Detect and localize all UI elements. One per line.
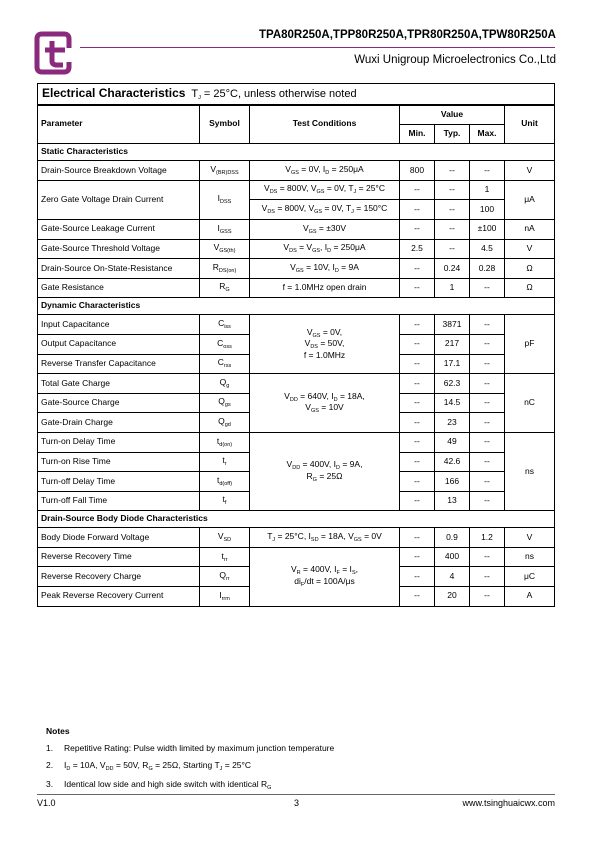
typ-crss: 17.1 <box>435 354 470 374</box>
max-ciss: -- <box>470 315 505 335</box>
unit-irrm: A <box>505 587 555 607</box>
table-row <box>38 528 555 548</box>
cond-charge: $V_{DD} = 640V$, $I_D = 18A$, $V_{GS} = 10V$ <box>250 374 400 433</box>
max-tdon: -- <box>470 432 505 452</box>
company-name: Wuxi Unigroup Microelectronics Co.,Ltd <box>354 54 556 66</box>
min-ciss: -- <box>400 315 435 335</box>
typ-tdoff: 166 <box>435 472 470 492</box>
cond-recovery: $V_R = 400V$, $I_F = I_S$, $di_F/dt = 100A/\mu s$ <box>250 547 400 606</box>
max-irrm: -- <box>470 587 505 607</box>
symbol-igss: $I_{GSS}$ <box>200 219 250 239</box>
cond-idss-1: $V_{DS} = 800V$, $V_{GS} = 0V$, $T_J = 25^\circ C$ <box>250 180 400 200</box>
unit-idss: μA <box>505 180 555 219</box>
symbol-vgsth: $V_{GS(th)}$ <box>200 239 250 259</box>
notes-section <box>46 726 334 798</box>
symbol-tdon: $t_{d(on)}$ <box>200 432 250 452</box>
footer-version: V1.0 <box>37 798 56 808</box>
min-vsd: -- <box>400 528 435 548</box>
min-vgsth: 2.5 <box>400 239 435 259</box>
param-tr: Turn-on Rise Time <box>38 452 200 472</box>
table-row <box>38 219 555 239</box>
typ-idss-2: -- <box>435 200 470 220</box>
note-3-number: 3. <box>46 779 54 789</box>
typ-qg: 62.3 <box>435 374 470 394</box>
typ-qgd: 23 <box>435 413 470 433</box>
min-bvdss: 800 <box>400 161 435 181</box>
max-rdson: 0.28 <box>470 259 505 279</box>
min-qg: -- <box>400 374 435 394</box>
typ-tr: 42.6 <box>435 452 470 472</box>
min-idss-2: -- <box>400 200 435 220</box>
max-qrr: -- <box>470 567 505 587</box>
typ-irrm: 20 <box>435 587 470 607</box>
table-row <box>38 547 555 567</box>
cond-rg: f = 1.0MHz open drain <box>250 278 400 298</box>
typ-igss: -- <box>435 219 470 239</box>
table-row <box>38 315 555 335</box>
table-row <box>38 374 555 394</box>
max-qgs: -- <box>470 393 505 413</box>
param-rg: Gate Resistance <box>38 278 200 298</box>
unit-trr: ns <box>505 547 555 567</box>
param-idss: Zero Gate Voltage Drain Current <box>38 180 200 219</box>
max-crss: -- <box>470 354 505 374</box>
symbol-tf: $t_f$ <box>200 491 250 511</box>
note-2 <box>46 760 334 772</box>
max-tdoff: -- <box>470 472 505 492</box>
param-qg: Total Gate Charge <box>38 374 200 394</box>
symbol-qgs: $Q_{gs}$ <box>200 393 250 413</box>
table-header-row <box>38 105 555 125</box>
header-unit: Unit <box>505 105 555 144</box>
symbol-rdson: $R_{DS(on)}$ <box>200 259 250 279</box>
note-1-text: Repetitive Rating: Pulse width limited by maximum junction temperature <box>64 743 335 753</box>
typ-tdon: 49 <box>435 432 470 452</box>
table-row <box>38 278 555 298</box>
param-qgs: Gate-Source Charge <box>38 393 200 413</box>
param-qrr: Reverse Recovery Charge <box>38 567 200 587</box>
cond-idss-2: $V_{DS} = 800V$, $V_{GS} = 0V$, $T_J = 150^\circ C$ <box>250 200 400 220</box>
unit-rdson: Ω <box>505 259 555 279</box>
typ-idss-1: -- <box>435 180 470 200</box>
max-vgsth: 4.5 <box>470 239 505 259</box>
header-min: Min. <box>400 124 435 144</box>
param-irrm: Peak Reverse Recovery Current <box>38 587 200 607</box>
section-row <box>38 144 555 161</box>
param-ciss: Input Capacitance <box>38 315 200 335</box>
param-vsd: Body Diode Forward Voltage <box>38 528 200 548</box>
min-qgd: -- <box>400 413 435 433</box>
cond-bvdss: $V_{GS} = 0V$, $I_D = 250\mu A$ <box>250 161 400 181</box>
max-idss-1: 1 <box>470 180 505 200</box>
table-row <box>38 259 555 279</box>
note-2-number: 2. <box>46 760 54 770</box>
symbol-vsd: $V_{SD}$ <box>200 528 250 548</box>
param-igss: Gate-Source Leakage Current <box>38 219 200 239</box>
cond-rdson: $V_{GS} = 10V$, $I_D = 9A$ <box>250 259 400 279</box>
min-irrm: -- <box>400 587 435 607</box>
min-tdon: -- <box>400 432 435 452</box>
min-qrr: -- <box>400 567 435 587</box>
unit-capacitance: pF <box>505 315 555 374</box>
table-row <box>38 432 555 452</box>
footer-page-number: 3 <box>294 798 300 808</box>
typ-bvdss: -- <box>435 161 470 181</box>
typ-vsd: 0.9 <box>435 528 470 548</box>
unit-vgsth: V <box>505 239 555 259</box>
min-tf: -- <box>400 491 435 511</box>
table-condition: $T_J = 25^\circ C$, unless otherwise noted <box>191 87 357 101</box>
symbol-tr: $t_r$ <box>200 452 250 472</box>
electrical-characteristics-table <box>37 83 555 607</box>
table-row <box>38 239 555 259</box>
symbol-qrr: $Q_{rr}$ <box>200 567 250 587</box>
note-3-text: Identical low side and high side switch with identical $R_G$ <box>64 779 272 791</box>
unit-switching: ns <box>505 432 555 510</box>
param-tdon: Turn-on Delay Time <box>38 432 200 452</box>
symbol-bvdss: $V_{(BR)DSS}$ <box>200 161 250 181</box>
symbol-qg: $Q_g$ <box>200 374 250 394</box>
max-coss: -- <box>470 334 505 354</box>
footer-divider <box>37 794 555 795</box>
table-row <box>38 161 555 181</box>
min-crss: -- <box>400 354 435 374</box>
param-vgsth: Gate-Source Threshold Voltage <box>38 239 200 259</box>
company-logo <box>33 30 73 76</box>
unit-vsd: V <box>505 528 555 548</box>
typ-trr: 400 <box>435 547 470 567</box>
header-typ: Typ. <box>435 124 470 144</box>
max-rg: -- <box>470 278 505 298</box>
unit-qrr: μC <box>505 567 555 587</box>
symbol-qgd: $Q_{gd}$ <box>200 413 250 433</box>
note-1-number: 1. <box>46 743 54 753</box>
max-bvdss: -- <box>470 161 505 181</box>
typ-rg: 1 <box>435 278 470 298</box>
max-tf: -- <box>470 491 505 511</box>
min-rdson: -- <box>400 259 435 279</box>
max-idss-2: 100 <box>470 200 505 220</box>
notes-title: Notes <box>46 726 70 736</box>
cond-capacitance: $V_{GS} = 0V$, $V_{DS} = 50V$, f = 1.0MHz <box>250 315 400 374</box>
max-tr: -- <box>470 452 505 472</box>
table-title: Electrical Characteristics <box>42 85 186 100</box>
section-dynamic: Dynamic Characteristics <box>38 298 555 315</box>
max-vsd: 1.2 <box>470 528 505 548</box>
cond-switching: $V_{DD} = 400V$, $I_D = 9A$, $R_G = 25\Omega$ <box>250 432 400 510</box>
max-igss: ±100 <box>470 219 505 239</box>
param-coss: Output Capacitance <box>38 334 200 354</box>
header-test-conditions: Test Conditions <box>250 105 400 144</box>
section-row <box>38 511 555 528</box>
cond-vsd: $T_J = 25^\circ C$, $I_{SD} = 18A$, $V_{GS} = 0V$ <box>250 528 400 548</box>
min-idss-1: -- <box>400 180 435 200</box>
max-trr: -- <box>470 547 505 567</box>
typ-tf: 13 <box>435 491 470 511</box>
typ-vgsth: -- <box>435 239 470 259</box>
min-qgs: -- <box>400 393 435 413</box>
part-number-title: TPA80R250A,TPP80R250A,TPR80R250A,TPW80R250A <box>258 29 556 41</box>
note-1 <box>46 743 334 753</box>
symbol-trr: $t_{rr}$ <box>200 547 250 567</box>
unit-rg: Ω <box>505 278 555 298</box>
param-tdoff: Turn-off Delay Time <box>38 472 200 492</box>
min-trr: -- <box>400 547 435 567</box>
header-parameter: Parameter <box>38 105 200 144</box>
unit-bvdss: V <box>505 161 555 181</box>
symbol-irrm: $I_{rrm}$ <box>200 587 250 607</box>
note-2-text: $I_D = 10A$, $V_{DD} = 50V$, $R_G = 25\Omega$, Starting $T_J = 25^\circ C$ <box>64 760 252 772</box>
param-rdson: Drain-Source On-State-Resistance <box>38 259 200 279</box>
param-crss: Reverse Transfer Capacitance <box>38 354 200 374</box>
section-static: Static Characteristics <box>38 144 555 161</box>
typ-coss: 217 <box>435 334 470 354</box>
table-title-row <box>38 84 555 105</box>
cond-igss: $V_{GS} = \pm 30V$ <box>250 219 400 239</box>
min-tdoff: -- <box>400 472 435 492</box>
cond-vgsth: $V_{DS} = V_{GS}$, $I_D = 250\mu A$ <box>250 239 400 259</box>
max-qgd: -- <box>470 413 505 433</box>
min-coss: -- <box>400 334 435 354</box>
param-tf: Turn-off Fall Time <box>38 491 200 511</box>
min-igss: -- <box>400 219 435 239</box>
section-diode: Drain-Source Body Diode Characteristics <box>38 511 555 528</box>
symbol-crss: $C_{rss}$ <box>200 354 250 374</box>
max-qg: -- <box>470 374 505 394</box>
header-divider <box>80 47 555 48</box>
min-rg: -- <box>400 278 435 298</box>
header-max: Max. <box>470 124 505 144</box>
param-bvdss: Drain-Source Breakdown Voltage <box>38 161 200 181</box>
typ-qrr: 4 <box>435 567 470 587</box>
param-trr: Reverse Recovery Time <box>38 547 200 567</box>
header-value: Value <box>400 105 505 125</box>
typ-rdson: 0.24 <box>435 259 470 279</box>
footer-website: www.tsinghuaicwx.com <box>462 798 555 808</box>
unit-igss: nA <box>505 219 555 239</box>
section-row <box>38 298 555 315</box>
unit-charge: nC <box>505 374 555 433</box>
symbol-ciss: $C_{iss}$ <box>200 315 250 335</box>
note-3 <box>46 779 334 791</box>
table-row <box>38 180 555 200</box>
symbol-tdoff: $t_{d(off)}$ <box>200 472 250 492</box>
symbol-coss: $C_{oss}$ <box>200 334 250 354</box>
symbol-idss: $I_{DSS}$ <box>200 180 250 219</box>
typ-qgs: 14.5 <box>435 393 470 413</box>
symbol-rg: $R_G$ <box>200 278 250 298</box>
param-qgd: Gate-Drain Charge <box>38 413 200 433</box>
typ-ciss: 3871 <box>435 315 470 335</box>
header-symbol: Symbol <box>200 105 250 144</box>
min-tr: -- <box>400 452 435 472</box>
